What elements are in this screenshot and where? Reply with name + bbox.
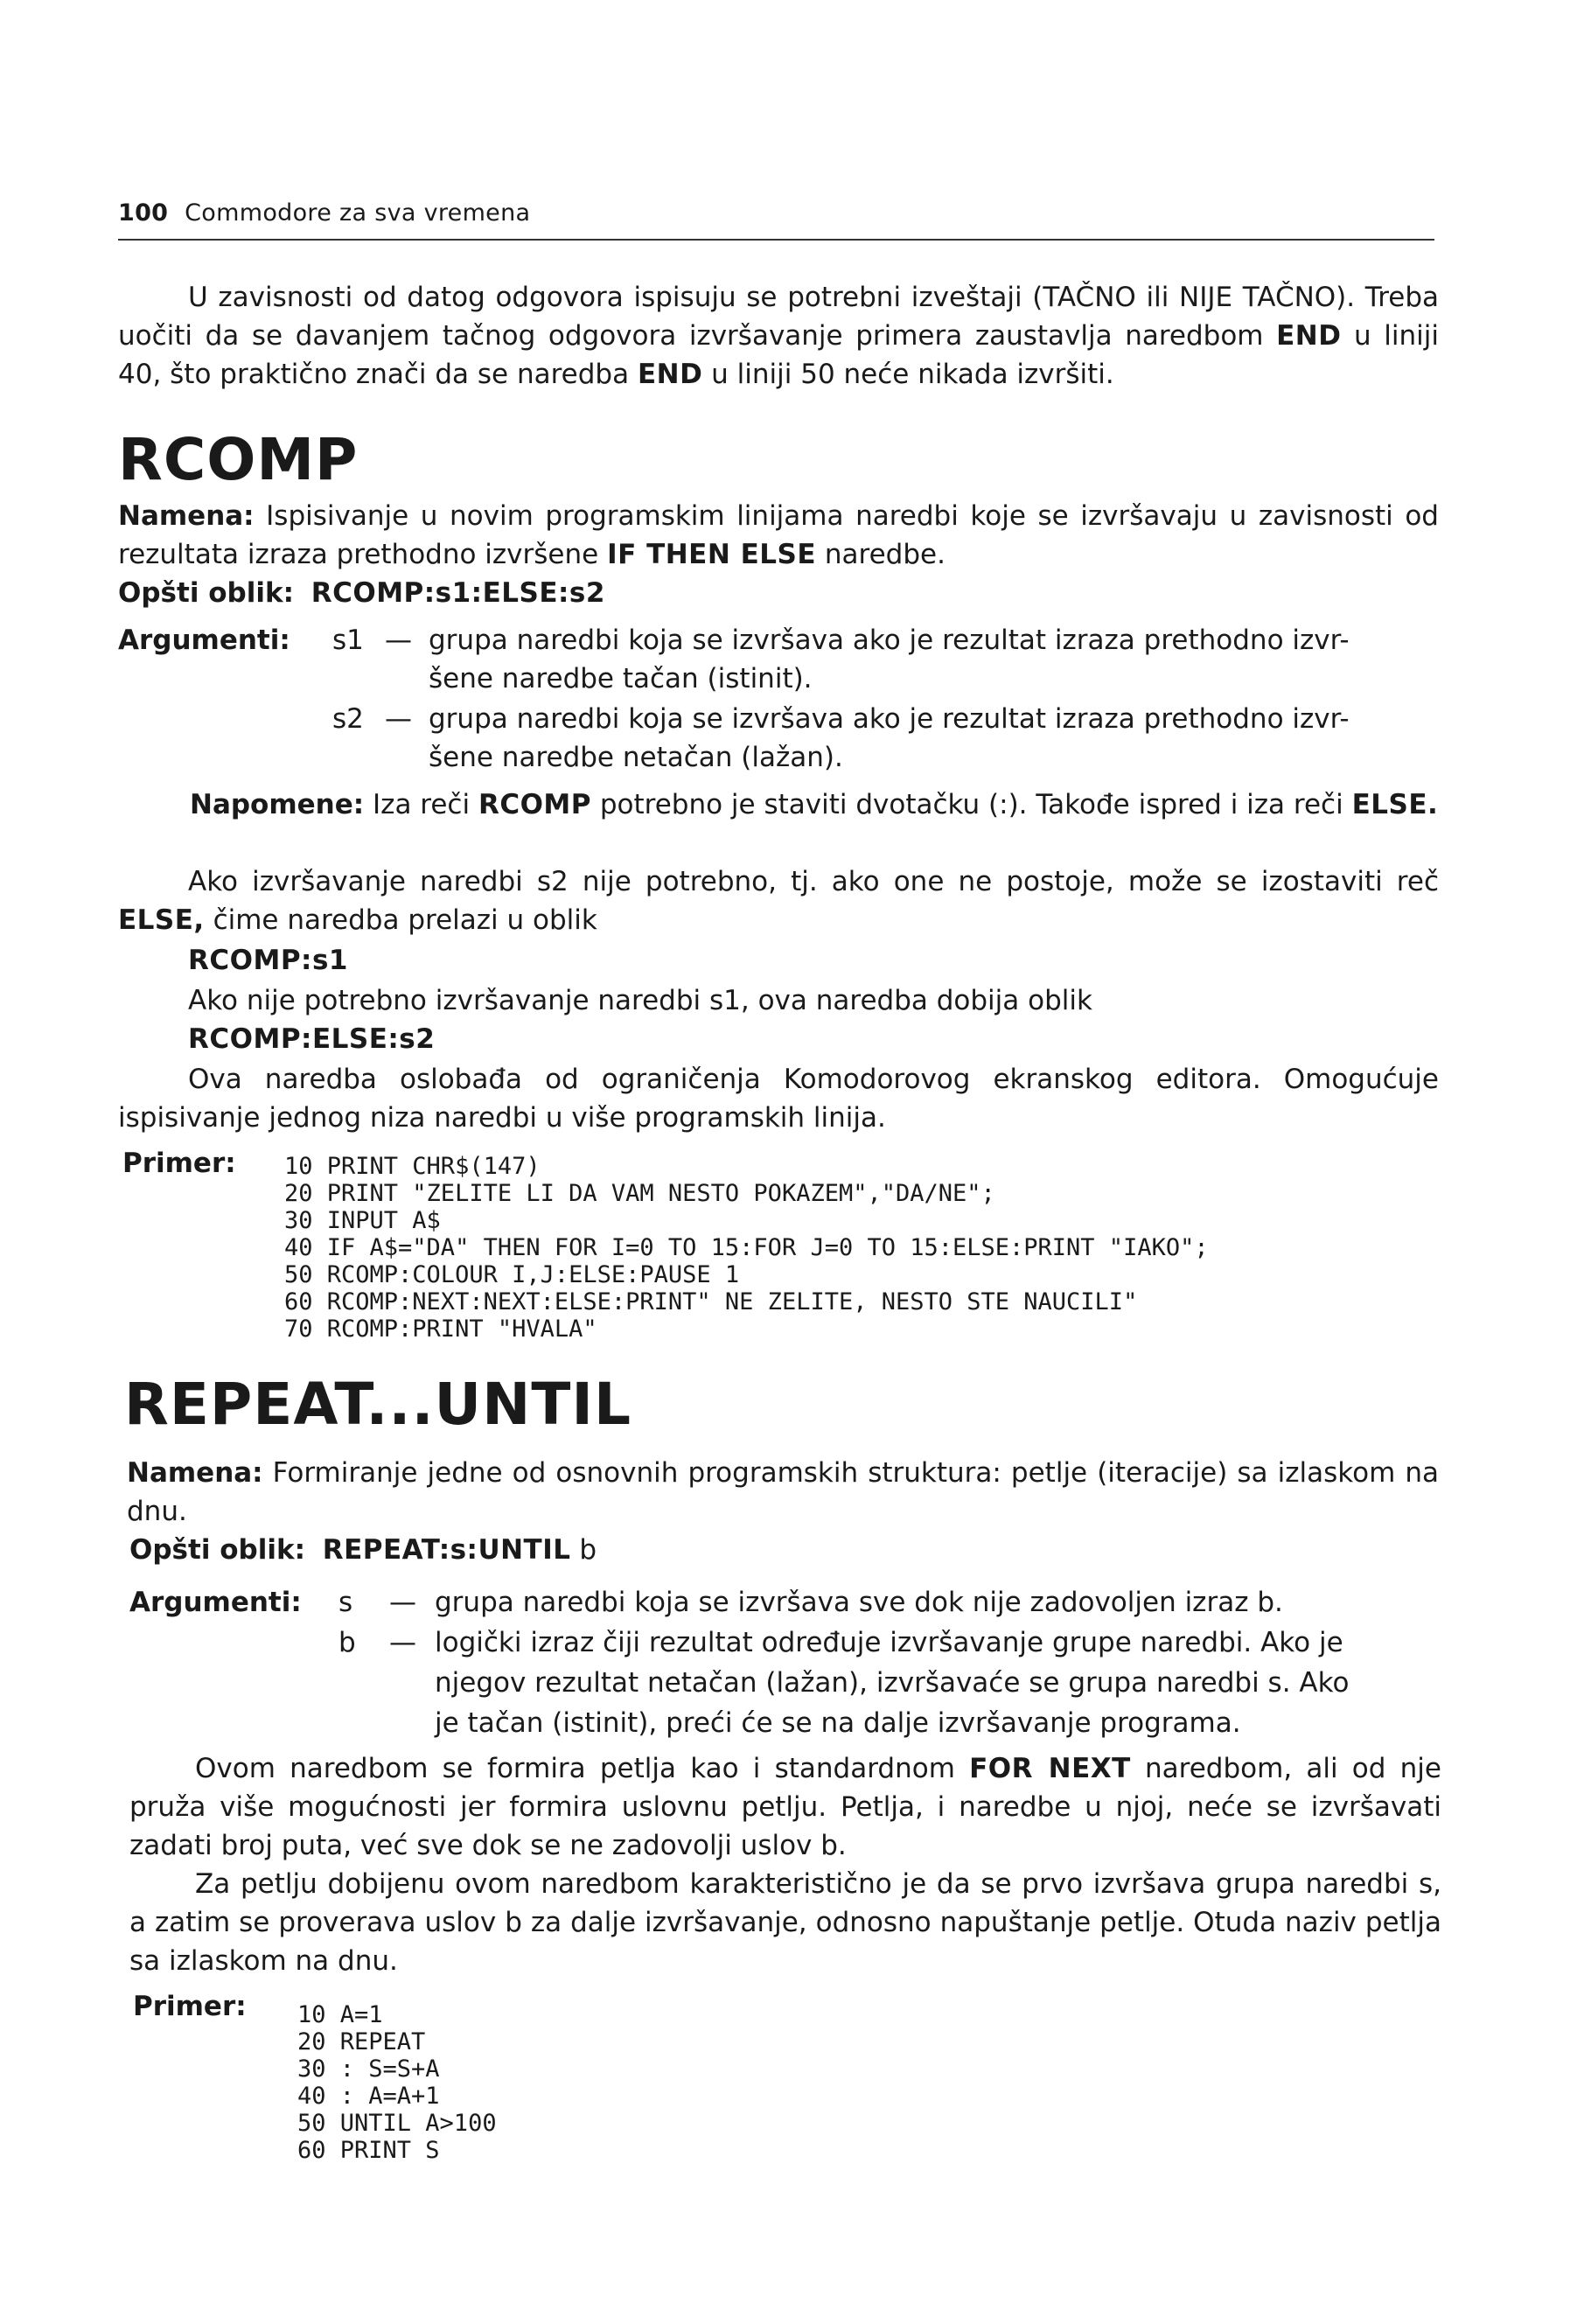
rcomp-arg-s2-name: s2 (332, 703, 364, 735)
rcomp-namena: Namena: Ispisivanje u novim programskim linijama naredbi koje se izvršavaju u zavisnosti od rezultata izraza prethodno izvršene IF THEN ELSE naredbe. (118, 500, 1439, 570)
rcomp-arg-s1-line1: grupa naredbi koja se izvršava ako je rezultat izraza prethodno izvr- (429, 625, 1350, 656)
repeat-arg-s-name: s (338, 1587, 353, 1618)
running-header (118, 199, 1430, 227)
rcomp-arg-s2-dash: — (385, 703, 412, 735)
repeat-heading: REPEAT...UNTIL (124, 1371, 632, 1438)
header-rule (118, 239, 1434, 241)
book-title: Commodore za sva vremena (185, 199, 531, 227)
intro-paragraph: U zavisnosti od datog odgovora ispisuju se potrebni izveštaji (TAČNO ili NIJE TAČNO). Treba uočiti da se davanjem tačnog odgovora izvršavanje primera zaustavlja naredbom END u liniji 40, što praktično znači da se naredba END u liniji 50 neće nikada izvršiti. (118, 282, 1439, 390)
rcomp-form-2: RCOMP:ELSE:s2 (188, 1023, 436, 1055)
repeat-arg-label: Argumenti: (129, 1587, 302, 1618)
rcomp-code-listing (284, 1153, 1209, 1343)
repeat-primer-label: Primer: (133, 1991, 247, 2022)
repeat-arg-s-line1: grupa naredbi koja se izvršava sve dok nije zadovoljen izraz b. (435, 1587, 1283, 1618)
repeat-opsti-oblik: Opšti oblik: REPEAT:s:UNTIL b (129, 1534, 597, 1566)
rcomp-arg-s1-dash: — (385, 625, 412, 656)
rcomp-paragraph-3: Ako nije potrebno izvršavanje naredbi s1, ova naredba dobija oblik (188, 985, 1092, 1016)
repeat-namena: Namena: Formiranje jedne od osnovnih programskih struktura: petlje (iteracije) sa izlaskom na dnu. (127, 1457, 1439, 1527)
rcomp-form-1: RCOMP:s1 (188, 945, 348, 976)
rcomp-primer-label: Primer: (122, 1148, 236, 1179)
code-line: 20 REPEAT (297, 2028, 426, 2055)
rcomp-arg-label: Argumenti: (118, 625, 290, 656)
code-line: 60 PRINT S (297, 2137, 440, 2164)
repeat-arg-b-line2: njegov rezultat netačan (lažan), izvršavaće se grupa naredbi s. Ako (435, 1667, 1350, 1699)
repeat-paragraph-2: Za petlju dobijenu ovom naredbom karakteristično je da se prvo izvršava grupa naredbi s, a zatim se proverava uslov b za dalje izvršavanje, odnosno napuštanje petlje. Otuda naziv petlja sa izlaskom na dnu. (129, 1868, 1441, 1977)
rcomp-arg-s2-line1: grupa naredbi koja se izvršava ako je rezultat izraza prethodno izvr- (429, 703, 1350, 735)
code-line: 30 : S=S+A (297, 2055, 440, 2083)
repeat-arg-b-dash: — (389, 1627, 416, 1658)
code-line: 30 INPUT A$ (284, 1207, 441, 1234)
repeat-arg-b-line3: je tačan (istinit), preći će se na dalje izvršavanje programa. (435, 1707, 1241, 1739)
code-line: 20 PRINT "ZELITE LI DA VAM NESTO POKAZEM","DA/NE"; (284, 1180, 995, 1207)
code-line: 50 RCOMP:COLOUR I,J:ELSE:PAUSE 1 (284, 1261, 740, 1288)
code-line: 50 UNTIL A>100 (297, 2110, 497, 2137)
page-number: 100 (118, 199, 169, 227)
rcomp-heading: RCOMP (118, 426, 359, 493)
code-line: 70 RCOMP:PRINT "HVALA" (284, 1316, 597, 1343)
repeat-arg-b-line1: logički izraz čiji rezultat određuje izvršavanje grupe naredbi. Ako je (435, 1627, 1343, 1658)
code-line: 10 A=1 (297, 2001, 383, 2028)
rcomp-napomene: Napomene: Iza reči RCOMP potrebno je staviti dvotačku (:). Takođe ispred i iza reči ELSE. (190, 789, 1439, 820)
code-line: 10 PRINT CHR$(147) (284, 1153, 541, 1180)
rcomp-paragraph-4: Ova naredba oslobađa od ograničenja Komodorovog ekranskog editora. Omogućuje ispisivanje jednog niza naredbi u više programskih linija. (118, 1064, 1439, 1134)
code-line: 60 RCOMP:NEXT:NEXT:ELSE:PRINT" NE ZELITE, NESTO STE NAUCILI" (284, 1288, 1138, 1316)
rcomp-paragraph-2: Ako izvršavanje naredbi s2 nije potrebno, tj. ako one ne postoje, može se izostaviti reč ELSE, čime naredba prelazi u oblik (118, 866, 1439, 936)
repeat-arg-s-dash: — (389, 1587, 416, 1618)
repeat-code-listing (297, 2001, 497, 2164)
rcomp-arg-s1-name: s1 (332, 625, 364, 656)
rcomp-arg-s1-line2: šene naredbe tačan (istinit). (429, 663, 813, 694)
repeat-arg-b-name: b (338, 1627, 356, 1658)
code-line: 40 IF A$="DA" THEN FOR I=0 TO 15:FOR J=0 TO 15:ELSE:PRINT "IAKO"; (284, 1234, 1209, 1261)
repeat-paragraph-1: Ovom naredbom se formira petlja kao i standardnom FOR NEXT naredbom, ali od nje pruža više mogućnosti jer formira uslovnu petlju. Petlja, i naredbe u njoj, neće se izvršavati zadati broj puta, već sve dok se ne zadovolji uslov b. (129, 1753, 1441, 1861)
rcomp-opsti-oblik: Opšti oblik: RCOMP:s1:ELSE:s2 (118, 577, 605, 609)
rcomp-arg-s2-line2: šene naredbe netačan (lažan). (429, 742, 843, 773)
code-line: 40 : A=A+1 (297, 2083, 440, 2110)
